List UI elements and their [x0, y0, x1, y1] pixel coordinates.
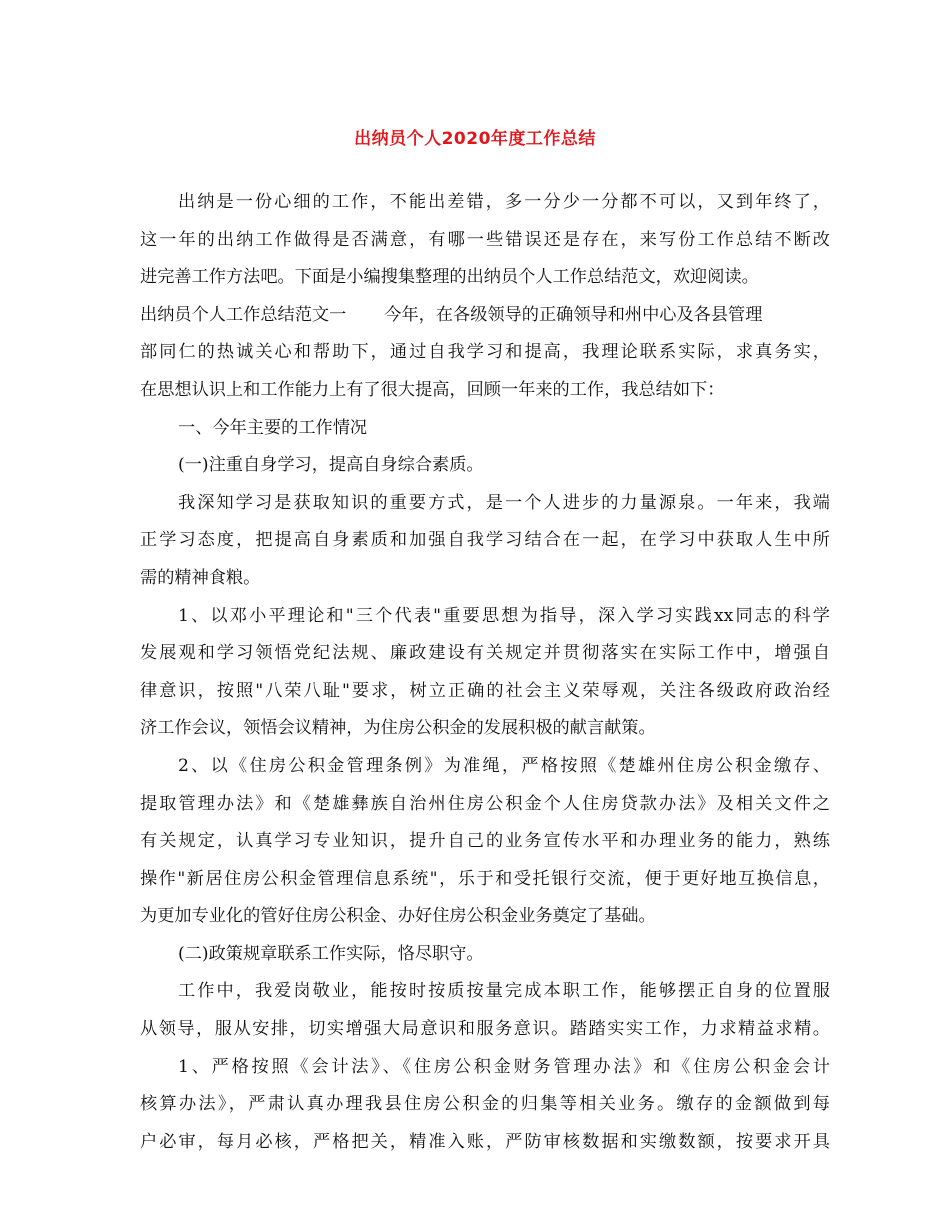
text-line: 为更加专业化的管好住房公积金、办好住房公积金业务奠定了基础。 [140, 906, 656, 927]
text-line: 工作中，我爱岗敬业，能按时按质按量完成本职工作，能够摆正自身的位置服 [178, 981, 830, 1002]
text-line: 发展观和学习领悟党纪法规、廉政建设有关规定并贯彻落实在实际工作中，增强自 [140, 643, 830, 664]
text-line: 户必审，每月必核，严格把关，精准入账，严防审核数据和实缴数额，按要求开具 [140, 1131, 830, 1152]
document-title: 出纳员个人2020年度工作总结 [354, 129, 596, 149]
text-line [140, 297, 830, 335]
text-line: 进完善工作方法吧。下面是小编搜集整理的出纳员个人工作总结范文，欢迎阅读。 [140, 267, 759, 288]
section-heading: 出纳员个人工作总结范文一 [140, 304, 347, 325]
text-line: 这一年的出纳工作做得是否满意，有哪一些错误还是存在，来写份工作总结不断改 [140, 229, 830, 250]
text-line: 1、严格按照《会计法》、《住房公积金财务管理办法》和《住房公积金会计 [178, 1056, 830, 1077]
subsection-heading: (一)注重自身学习，提高自身综合素质。 [178, 455, 484, 476]
document-body [140, 184, 830, 1161]
text-line: 操作"新居住房公积金管理信息系统"，乐于和受托银行交流，便于更好地互换信息， [140, 868, 830, 889]
text-line: 2、以《住房公积金管理条例》为准绳，严格按照《楚雄州住房公积金缴存、 [178, 755, 830, 776]
text-line: 律意识，按照"八荣八耻"要求，树立正确的社会主义荣辱观，关注各级政府政治经 [140, 680, 830, 701]
text-line: 出纳是一份心细的工作，不能出差错，多一分少一分都不可以，又到年终了， [178, 192, 830, 212]
text-line: 从领导，服从安排，切实增强大局意识和服务意识。踏踏实实工作，力求精益求精。 [140, 1019, 830, 1040]
text-line: 核算办法》，严肃认真办理我县住房公积金的归集等相关业务。缴存的金额做到每 [140, 1094, 830, 1115]
text-line: 正学习态度，把提高自身素质和加强自我学习结合在一起，在学习中获取人生中所 [140, 530, 830, 551]
text-line: 济工作会议，领悟会议精神，为住房公积金的发展积极的献言献策。 [140, 718, 656, 739]
text-line: 部同仁的热诚关心和帮助下，通过自我学习和提高，我理论联系实际，求真务实， [140, 342, 830, 363]
subsection-heading: (二)政策规章联系工作实际，恪尽职守。 [178, 943, 484, 964]
text-line: 需的精神食粮。 [140, 567, 261, 588]
section-heading: 一、今年主要的工作情况 [178, 417, 368, 438]
text-line: 有关规定，认真学习专业知识，提升自己的业务宣传水平和办理业务的能力，熟练 [140, 831, 830, 852]
text-line: 提取管理办法》和《楚雄彝族自治州住房公积金个人住房贷款办法》及相关文件之 [140, 793, 830, 814]
text-line: 1、以邓小平理论和"三个代表"重要思想为指导，深入学习实践xx同志的科学 [178, 605, 830, 626]
text-line: 我深知学习是获取知识的重要方式，是一个人进步的力量源泉。一年来，我端 [178, 492, 830, 513]
text-line: 在思想认识上和工作能力上有了很大提高，回顾一年来的工作，我总结如下： [140, 379, 725, 400]
text-fragment: 今年，在各级领导的正确领导和州中心及各县管理 [384, 304, 763, 325]
